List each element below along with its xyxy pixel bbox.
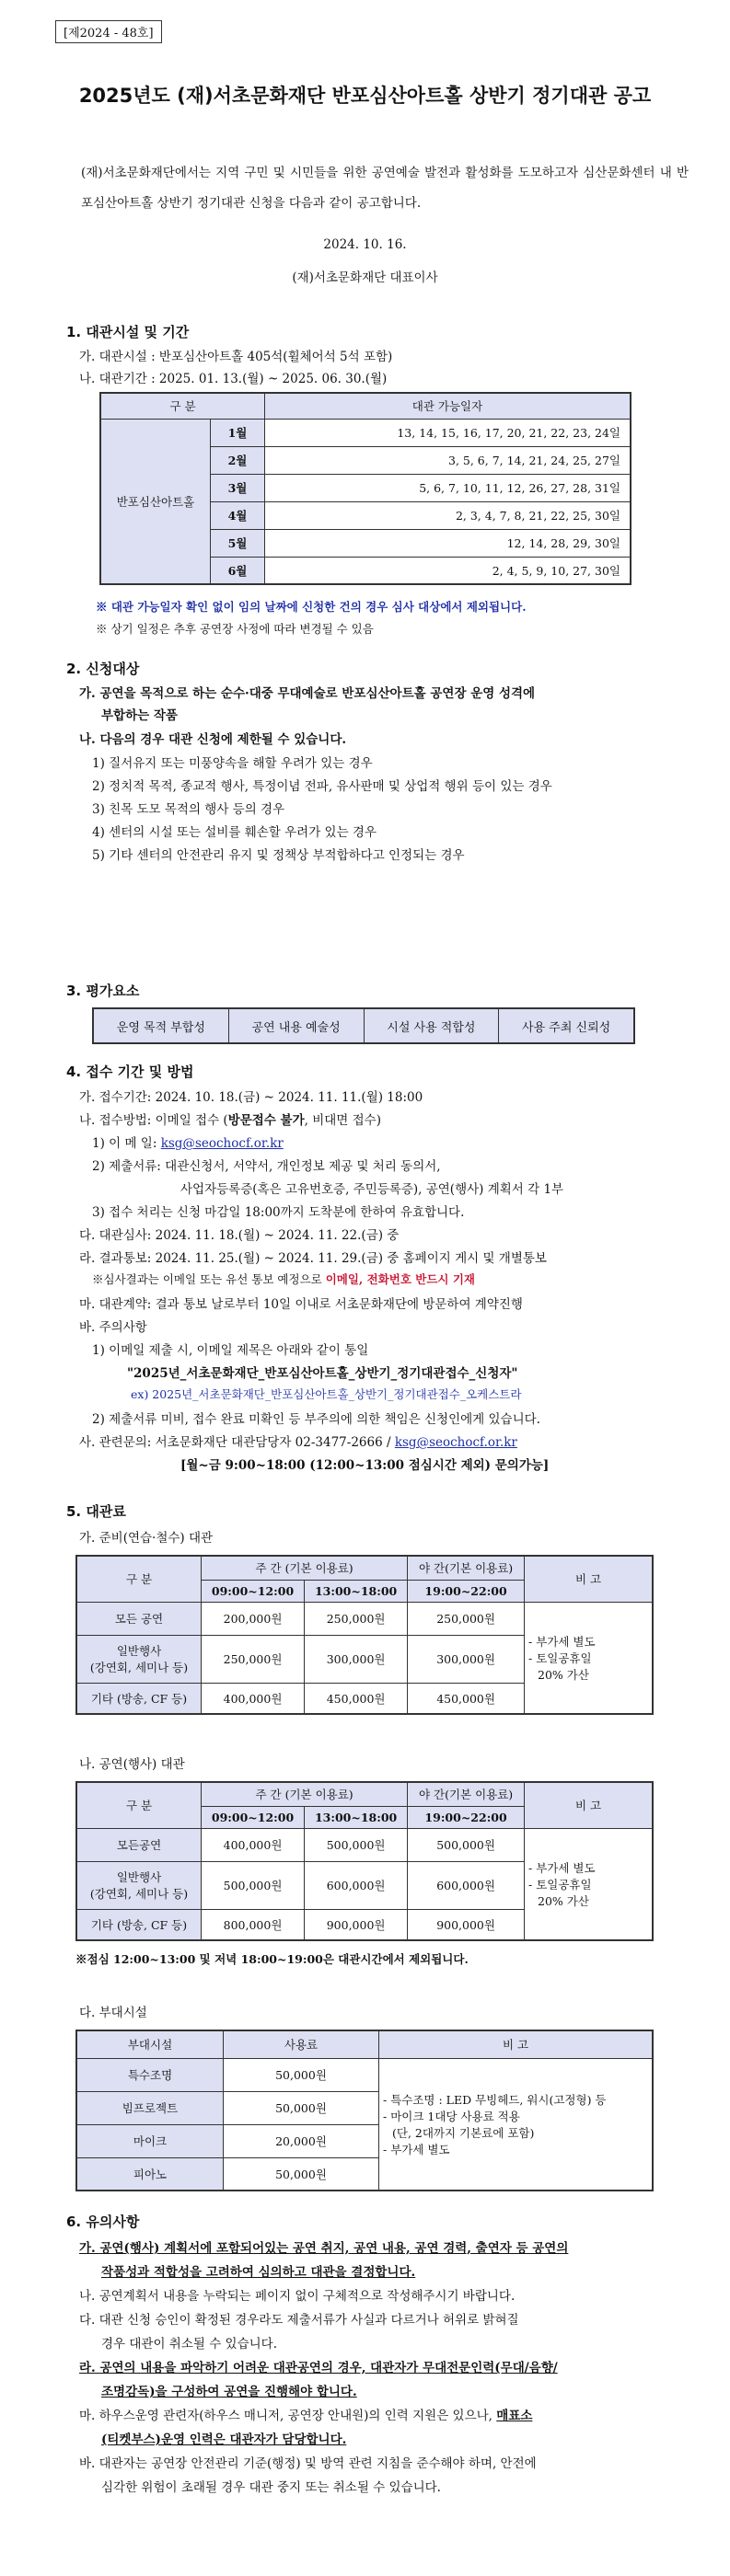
deadline-line: 3) 접수 처리는 신청 마감일 18:00까지 도착분에 한하여 유효합니다. [92,1205,465,1220]
aux-name: 특수조명 [76,2058,224,2091]
th-available-dates: 대관 가능일자 [265,393,632,419]
caution-item-1: 1) 이메일 제출 시, 이메일 제목은 아래와 같이 통일 [92,1343,369,1358]
th-note: 비 고 [525,1556,654,1602]
month-cell: 1월 [211,419,265,446]
days-cell: 5, 6, 7, 10, 11, 12, 26, 27, 28, 31일 [265,474,632,501]
caution-f1: 바. 대관자는 공연장 안전관리 기준(행정) 및 방역 관련 지침을 준수해야 하며, 안전에 [79,2456,537,2471]
month-cell: 2월 [211,446,265,474]
prep-rental-table [75,1555,654,1715]
aux-name: 마이크 [76,2124,224,2157]
caution-c2: 경우 대관이 취소될 수 있습니다. [101,2337,277,2352]
target-line-a2: 부합하는 작품 [101,708,178,723]
restriction-item: 3) 친목 도모 목적의 행사 등의 경우 [92,802,285,817]
page-title: 2025년도 (재)서초문화재단 반포심산아트홀 상반기 정기대관 공고 [78,85,652,107]
contract-line: 마. 대관계약: 결과 통보 날로부터 10일 이내로 서초문화재단에 방문하여 계약진행 [79,1297,523,1312]
caution-a2: 작품성과 적합성을 고려하여 심의하고 대관을 결정합니다. [101,2265,416,2280]
result-note: ※심사결과는 이메일 또는 유선 통보 예정으로 이메일, 전화번호 반드시 기재 [92,1272,476,1286]
available-dates-table [99,392,632,585]
th-division: 구 분 [76,1782,202,1828]
contact-email-link[interactable]: ksg@seochocf.or.kr [160,1136,284,1151]
aux-name: 피아노 [76,2157,224,2191]
inquiry-line: 사. 관련문의: 서초문화재단 대관담당자 02-3477-2666 / ksg@seochocf.or.kr [79,1435,517,1450]
fee-cell: 500,000원 [202,1861,305,1909]
row-label: 일반행사 (강연회, 세미나 등) [76,1635,202,1683]
aux-fee: 50,000원 [224,2058,379,2091]
th-aux-facility: 부대시설 [76,2030,224,2058]
th-aux-fee: 사용료 [224,2030,379,2058]
row-label: 일반행사 (강연회, 세미나 등) [76,1861,202,1909]
row-label: 기타 (방송, CF 등) [76,1683,202,1714]
fee-cell: 450,000원 [408,1683,525,1714]
email-subject-example: ex) 2025년_서초문화재단_반포심산아트홀_상반기_정기대관접수_오케스트라 [131,1387,522,1401]
performance-rental-title: 나. 공연(행사) 대관 [79,1757,185,1772]
th-daytime: 주 간 (기본 이용료) [202,1782,408,1806]
aux-fee: 50,000원 [224,2157,379,2191]
th-daytime: 주 간 (기본 이용료) [202,1556,408,1580]
aux-fee: 20,000원 [224,2124,379,2157]
criterion-artistry: 공연 내용 예술성 [229,1009,365,1042]
reception-method: 나. 접수방법: 이메일 접수 (방문접수 불가, 비대면 접수) [79,1113,381,1128]
fee-cell: 400,000원 [202,1828,305,1861]
announcement-date: 2024. 10. 16. [323,237,407,252]
th-night: 야 간(기본 이용료) [408,1556,525,1580]
month-cell: 3월 [211,474,265,501]
slot-afternoon: 13:00~18:00 [305,1580,408,1602]
days-cell: 2, 4, 5, 9, 10, 27, 30일 [265,557,632,584]
criterion-purpose: 운영 목적 부합성 [94,1009,229,1042]
auxiliary-title: 다. 부대시설 [79,2006,147,2020]
th-aux-note: 비 고 [379,2030,654,2058]
restriction-item: 4) 센터의 시설 또는 설비를 훼손할 우려가 있는 경우 [92,825,377,840]
fee-cell: 300,000원 [305,1635,408,1683]
dates-warning-note: ※ 대관 가능일자 확인 없이 임의 날짜에 신청한 건의 경우 심사 대상에서 제외됩니다. [96,600,527,614]
caution-d2: 조명감독)을 구성하여 공연을 진행해야 합니다. [101,2385,357,2399]
performance-rental-table [75,1781,654,1941]
month-cell: 5월 [211,529,265,557]
caution-e1: 마. 하우스운영 관련자(하우스 매니저, 공연장 안내원)의 인력 지원은 있으나, 매표소 [79,2409,533,2423]
caution-b: 나. 공연계획서 내용을 누락되는 페이지 없이 구체적으로 작성해주시기 바랍니다. [79,2289,516,2304]
caution-e2: (티켓부스)운영 인력은 대관자가 담당합니다. [101,2432,347,2447]
aux-fee: 50,000원 [224,2091,379,2124]
fee-cell: 500,000원 [408,1828,525,1861]
prep-rental-title: 가. 준비(연습·철수) 대관 [79,1531,214,1546]
slot-evening: 19:00~22:00 [408,1806,525,1828]
lunch-dinner-note: ※점심 12:00~13:00 및 저녁 18:00~19:00은 대관시간에서 제외됩니다. [75,1952,469,1966]
email-line: 1) 이 메 일: ksg@seochocf.or.kr [92,1136,284,1151]
month-cell: 4월 [211,501,265,529]
th-note: 비 고 [525,1782,654,1828]
fee-cell: 500,000원 [305,1828,408,1861]
slot-morning: 09:00~12:00 [202,1580,305,1602]
fee-cell: 450,000원 [305,1683,408,1714]
row-label: 기타 (방송, CF 등) [76,1909,202,1940]
section-6-heading: 6. 유의사항 [66,2214,140,2230]
fee-cell: 900,000원 [408,1909,525,1940]
target-line-a1: 가. 공연을 목적으로 하는 순수·대중 무대예술로 반포심산아트홀 공연장 운영 성격에 [79,686,536,701]
section-2-heading: 2. 신청대상 [66,661,140,677]
section-1-heading: 1. 대관시설 및 기간 [66,324,190,340]
month-cell: 6월 [211,557,265,584]
fee-cell: 200,000원 [202,1602,305,1635]
aux-note-cell: - 특수조명 : LED 무빙헤드, 워시(고정형) 등 - 마이크 1대당 사용료 적용 (단, 2대까지 기본료에 포함) - 부가세 별도 [379,2058,654,2191]
section-4-heading: 4. 접수 기간 및 방법 [66,1064,194,1080]
fee-cell: 250,000원 [305,1602,408,1635]
fee-cell: 900,000원 [305,1909,408,1940]
document-number: [제2024 - 48호] [55,20,162,43]
fee-cell: 800,000원 [202,1909,305,1940]
days-cell: 3, 5, 6, 7, 14, 21, 24, 25, 27일 [265,446,632,474]
issuing-organization: (재)서초문화재단 대표이사 [292,270,438,285]
evaluation-criteria [92,1007,635,1044]
venue-cell: 반포심산아트홀 [100,419,211,584]
period-line: 나. 대관기간 : 2025. 01. 13.(월) ~ 2025. 06. 30.(월) [79,372,388,386]
th-division: 구 분 [100,393,265,419]
caution-c1: 다. 대관 신청 승인이 확정된 경우라도 제출서류가 사실과 다르거나 허위로 밝혀질 [79,2313,519,2328]
auxiliary-table [75,2030,654,2191]
days-cell: 2, 3, 4, 7, 8, 21, 22, 25, 30일 [265,501,632,529]
restriction-heading: 나. 다음의 경우 대관 신청에 제한될 수 있습니다. [79,732,347,747]
fee-cell: 600,000원 [305,1861,408,1909]
th-night: 야 간(기본 이용료) [408,1782,525,1806]
fee-note-cell: - 부가세 별도 - 토일공휴일 20% 가산 [525,1828,654,1940]
row-label: 모든공연 [76,1828,202,1861]
caution-heading: 바. 주의사항 [79,1320,147,1335]
documents-line: 2) 제출서류: 대관신청서, 서약서, 개인정보 제공 및 처리 동의서, [92,1159,441,1174]
fee-cell: 600,000원 [408,1861,525,1909]
restriction-item: 5) 기타 센터의 안전관리 유지 및 정책상 부적합하다고 인정되는 경우 [92,848,465,863]
fee-cell: 300,000원 [408,1635,525,1683]
fee-cell: 250,000원 [408,1602,525,1635]
section-3-heading: 3. 평가요소 [66,983,140,999]
reception-period: 가. 접수기간: 2024. 10. 18.(금) ~ 2024. 11. 11.(월) 18:00 [79,1090,423,1105]
schedule-change-note: ※ 상기 일정은 추후 공연장 사정에 따라 변경될 수 있음 [96,622,374,636]
days-cell: 13, 14, 15, 16, 17, 20, 21, 22, 23, 24일 [265,419,632,446]
caution-f2: 심각한 위험이 초래될 경우 대관 중지 또는 취소될 수 있습니다. [101,2480,441,2495]
fee-note-cell: - 부가세 별도 - 토일공휴일 20% 가산 [525,1602,654,1714]
slot-morning: 09:00~12:00 [202,1806,305,1828]
restriction-item: 2) 정치적 목적, 종교적 행사, 특정이념 전파, 유사판매 및 상업적 행위 등이 있는 경우 [92,779,552,794]
caution-a1: 가. 공연(행사) 계획서에 포함되어있는 공연 취지, 공연 내용, 공연 경력, 출연자 등 공연의 [79,2241,569,2256]
slot-evening: 19:00~22:00 [408,1580,525,1602]
slot-afternoon: 13:00~18:00 [305,1806,408,1828]
intro-paragraph: (재)서초문화재단에서는 지역 구민 및 시민들을 위한 공연예술 발전과 활성화를 도모하고자 심산문화센터 내 반포심산아트홀 상반기 정기대관 신청을 다음과 같이 공고합니다. [81,166,689,211]
result-notice: 라. 결과통보: 2024. 11. 25.(월) ~ 2024. 11. 29.(금) 중 홈페이지 게시 및 개별통보 [79,1251,547,1266]
criterion-facility: 시설 사용 적합성 [365,1009,500,1042]
restriction-item: 1) 질서유지 또는 미풍양속을 해할 우려가 있는 경우 [92,756,373,771]
days-cell: 12, 14, 28, 29, 30일 [265,529,632,557]
row-label: 모든 공연 [76,1602,202,1635]
email-subject-format: "2025년_서초문화재단_반포심산아트홀_상반기_정기대관접수_신청자" [127,1366,518,1381]
caution-d1: 라. 공연의 내용을 파악하기 어려운 대관공연의 경우, 대관자가 무대전문인력(무대/음향/ [79,2361,558,2375]
th-division: 구 분 [76,1556,202,1602]
fee-cell: 250,000원 [202,1635,305,1683]
documents-line-2: 사업자등록증(혹은 고유번호증, 주민등록증), 공연(행사) 계획서 각 1부 [180,1182,564,1197]
caution-item-2: 2) 제출서류 미비, 접수 완료 미확인 등 부주의에 의한 책임은 신청인에게 있습니다. [92,1412,540,1427]
section-5-heading: 5. 대관료 [66,1503,126,1520]
inquiry-email-link[interactable]: ksg@seochocf.or.kr [394,1435,517,1450]
inquiry-hours: [월~금 9:00~18:00 (12:00~13:00 점심시간 제외) 문의가능] [180,1458,550,1473]
facility-line: 가. 대관시설 : 반포심산아트홀 405석(휠체어석 5석 포함) [79,350,393,364]
review-period: 다. 대관심사: 2024. 11. 18.(월) ~ 2024. 11. 22.(금) 중 [79,1228,400,1243]
fee-cell: 400,000원 [202,1683,305,1714]
criterion-reliability: 사용 주최 신뢰성 [499,1009,633,1042]
aux-name: 빔프로젝트 [76,2091,224,2124]
